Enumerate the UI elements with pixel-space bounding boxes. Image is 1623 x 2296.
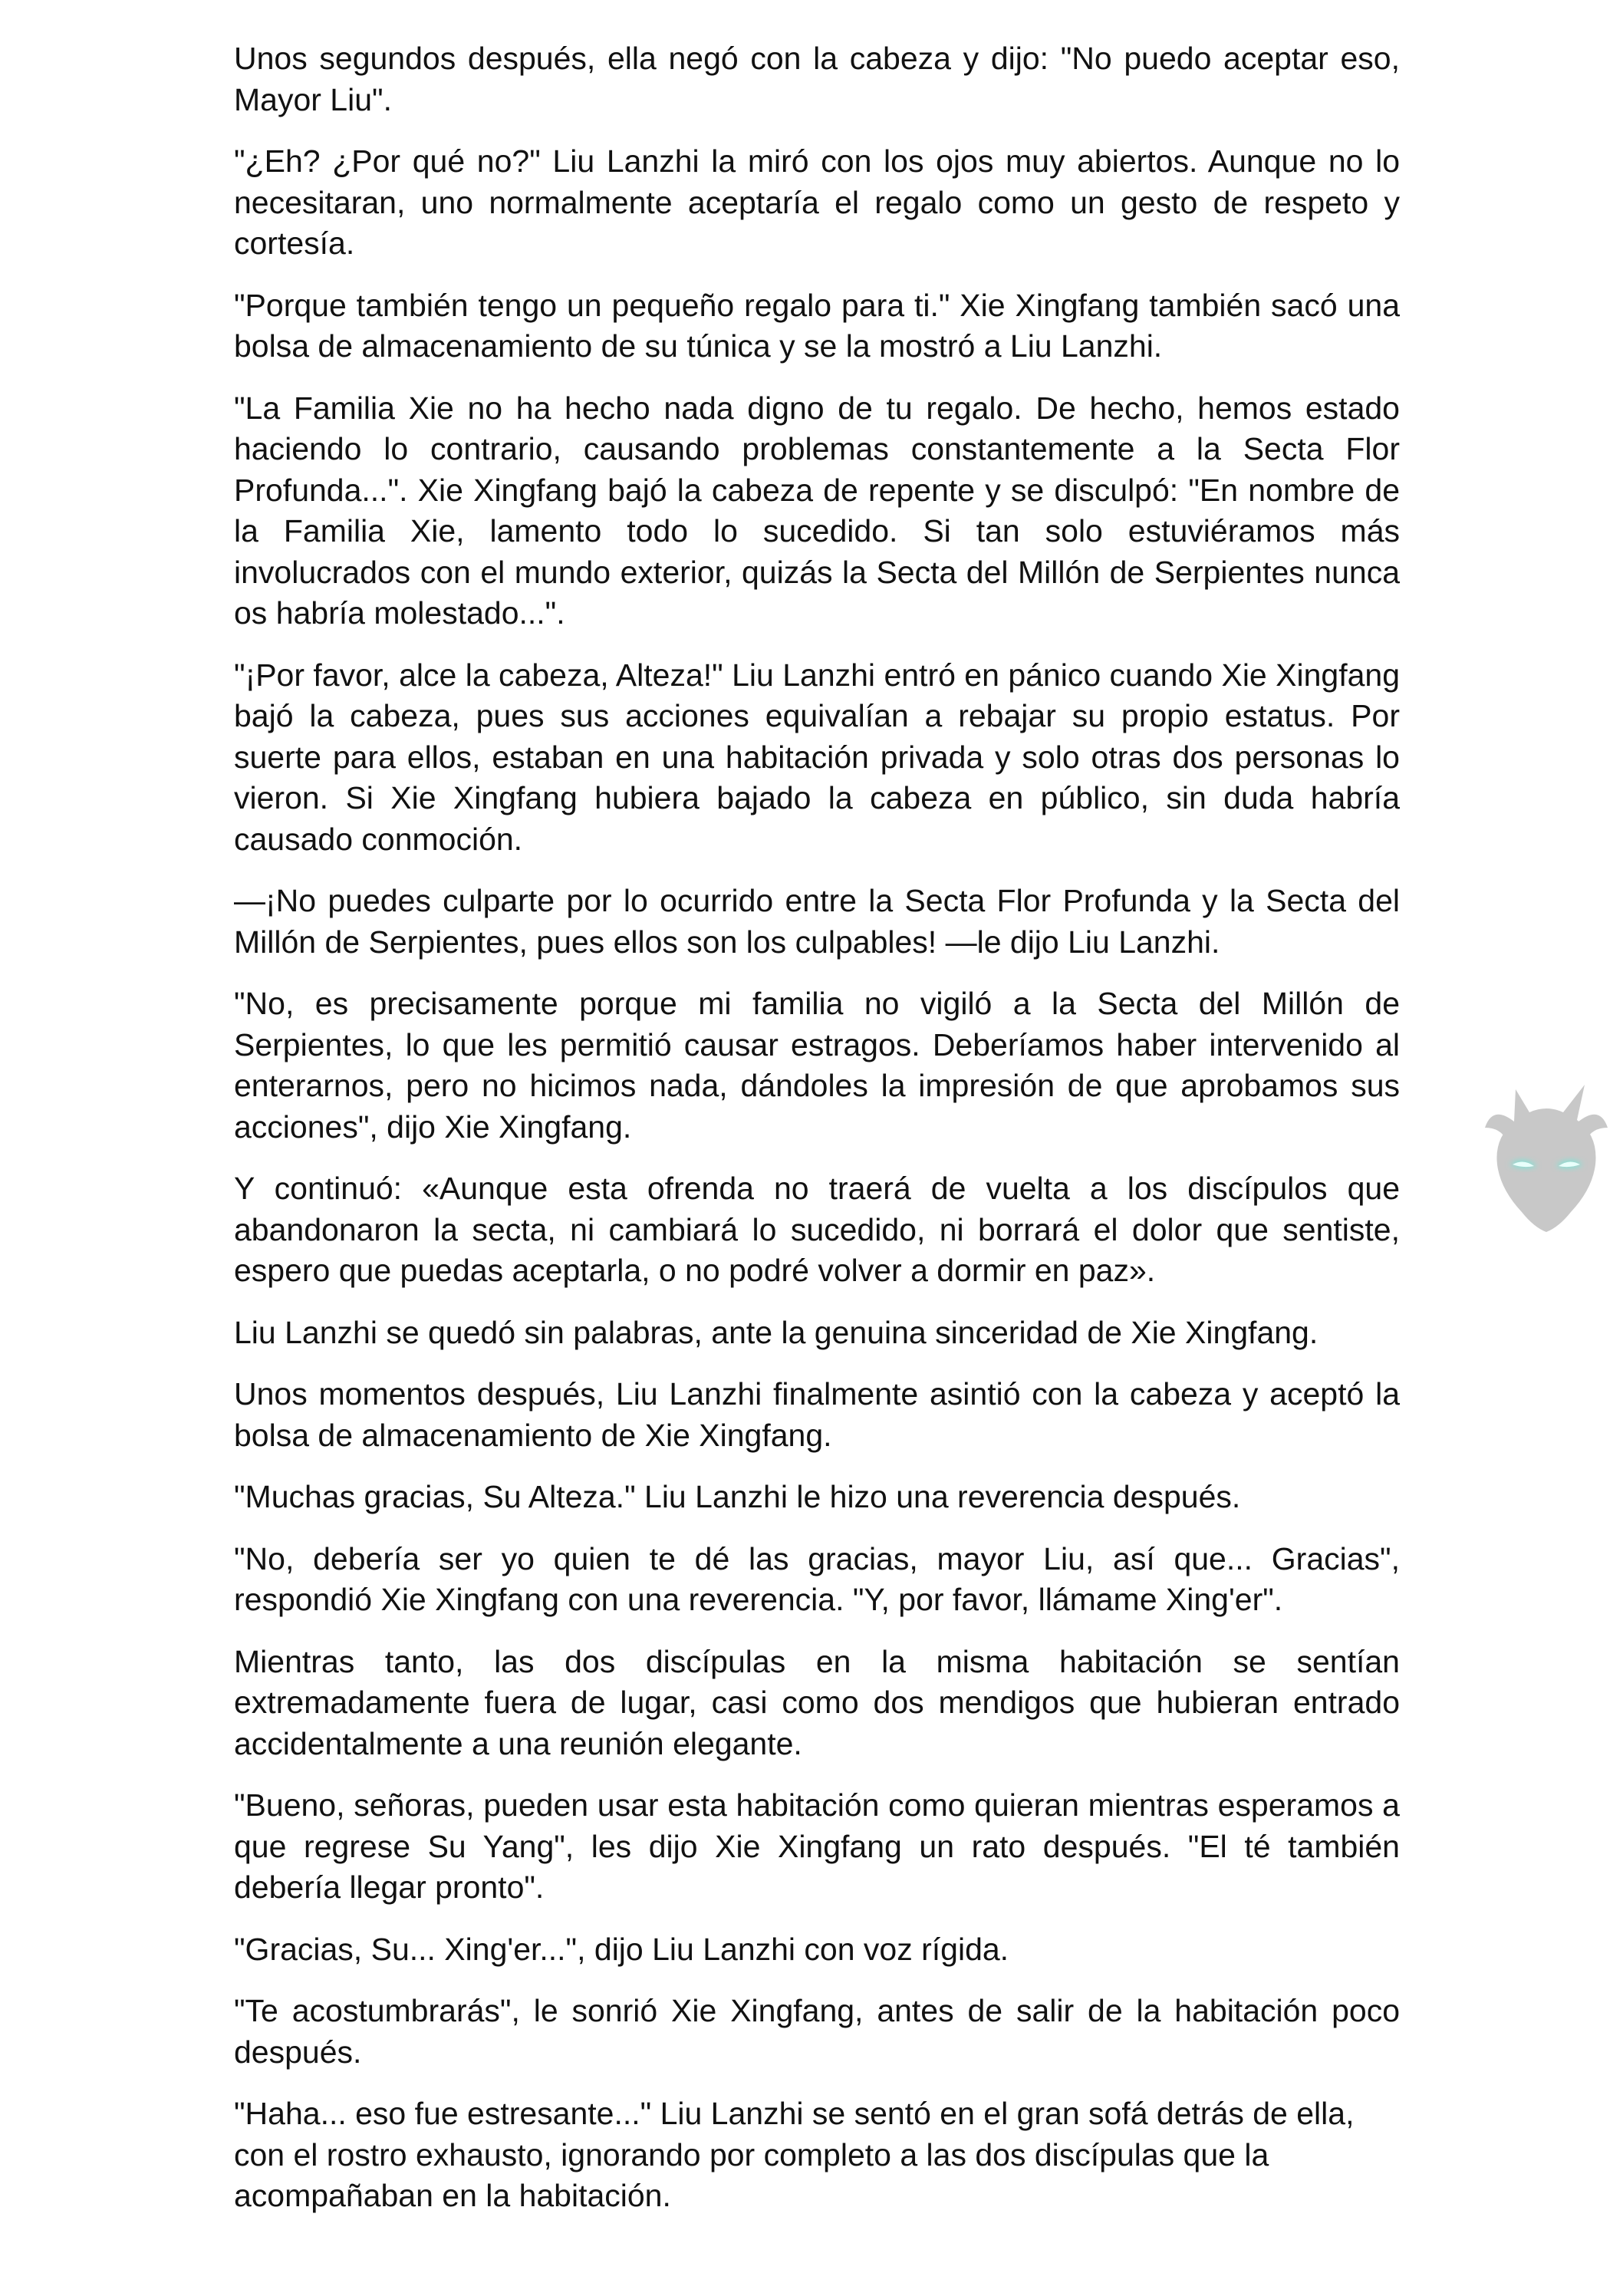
document-page [234,38,1400,2238]
paragraph: "¡Por favor, alce la cabeza, Alteza!" Liu Lanzhi entró en pánico cuando Xie Xingfang bajó la cabeza, pues sus acciones equivalían a rebajar su propio estatus. Por suerte para ellos, estaban en una habitación privada y solo otras dos personas lo vieron. Si Xie Xingfang hubiera bajado la cabeza en público, sin duda habría causado conmoción. [234,657,1400,857]
paragraph: "No, es precisamente porque mi familia no vigiló a la Secta del Millón de Serpientes, lo que les permitió causar estragos. Deberíamos haber intervenido al enterarnos, pero no hicimos nada, dándoles la impresión de que aprobamos sus acciones", dijo Xie Xingfang. [234,986,1400,1145]
paragraph: "La Familia Xie no ha hecho nada digno de tu regalo. De hecho, hemos estado haciendo lo contrario, causando problemas constantemente a la Secta Flor Profunda...". Xie Xingfang bajó la cabeza de repente y se disculpó: "En nombre de la Familia Xie, lamento todo lo sucedido. Si tan solo estuviéramos más involucrados con el mundo exterior, quizás la Secta del Millón de Serpientes nunca os habría molestado...". [234,390,1400,631]
paragraph: "Haha... eso fue estresante..." Liu Lanzhi se sentó en el gran sofá detrás de ella, con el rostro exhausto, ignorando por completo a las dos discípulas que la acompañaban en la habitación. [234,2096,1355,2213]
paragraph: Unos momentos después, Liu Lanzhi finalmente asintió con la cabeza y aceptó la bolsa de almacenamiento de Xie Xingfang. [234,1376,1400,1453]
demon-head-watermark-icon [1470,1074,1623,1243]
paragraph: Unos segundos después, ella negó con la cabeza y dijo: "No puedo aceptar eso, Mayor Liu". [234,41,1400,117]
paragraph: —¡No puedes culparte por lo ocurrido entre la Secta Flor Profunda y la Secta del Millón de Serpientes, pues ellos son los culpables! —le dijo Liu Lanzhi. [234,883,1400,960]
paragraph: "Te acostumbrarás", le sonrió Xie Xingfang, antes de salir de la habitación poco después. [234,1993,1400,2070]
paragraph: "¿Eh? ¿Por qué no?" Liu Lanzhi la miró con los ojos muy abiertos. Aunque no lo necesitaran, uno normalmente aceptaría el regalo como un gesto de respeto y cortesía. [234,143,1400,261]
paragraph: "Gracias, Su... Xing'er...", dijo Liu Lanzhi con voz rígida. [234,1931,1009,1967]
paragraph: Y continuó: «Aunque esta ofrenda no traerá de vuelta a los discípulos que abandonaron la secta, ni cambiará lo sucedido, ni borrará el dolor que sentiste, espero que puedas aceptarla, o no podré volver a dormir en paz». [234,1171,1400,1288]
paragraph: "Porque también tengo un pequeño regalo para ti." Xie Xingfang también sacó una bolsa de almacenamiento de su túnica y se la mostró a Liu Lanzhi. [234,287,1400,364]
paragraph: Liu Lanzhi se quedó sin palabras, ante la genuina sinceridad de Xie Xingfang. [234,1314,1318,1350]
paragraph: "Bueno, señoras, pueden usar esta habitación como quieran mientras esperamos a que regrese Su Yang", les dijo Xie Xingfang un rato después. "El té también debería llegar pronto". [234,1787,1400,1905]
paragraph: "Muchas gracias, Su Alteza." Liu Lanzhi le hizo una reverencia después. [234,1479,1241,1514]
paragraph: Mientras tanto, las dos discípulas en la misma habitación se sentían extremadamente fuera de lugar, casi como dos mendigos que hubieran entrado accidentalmente a una reunión elegante. [234,1643,1400,1761]
paragraph: "No, debería ser yo quien te dé las gracias, mayor Liu, así que... Gracias", respondió Xie Xingfang con una reverencia. "Y, por favor, llámame Xing'er". [234,1540,1400,1617]
